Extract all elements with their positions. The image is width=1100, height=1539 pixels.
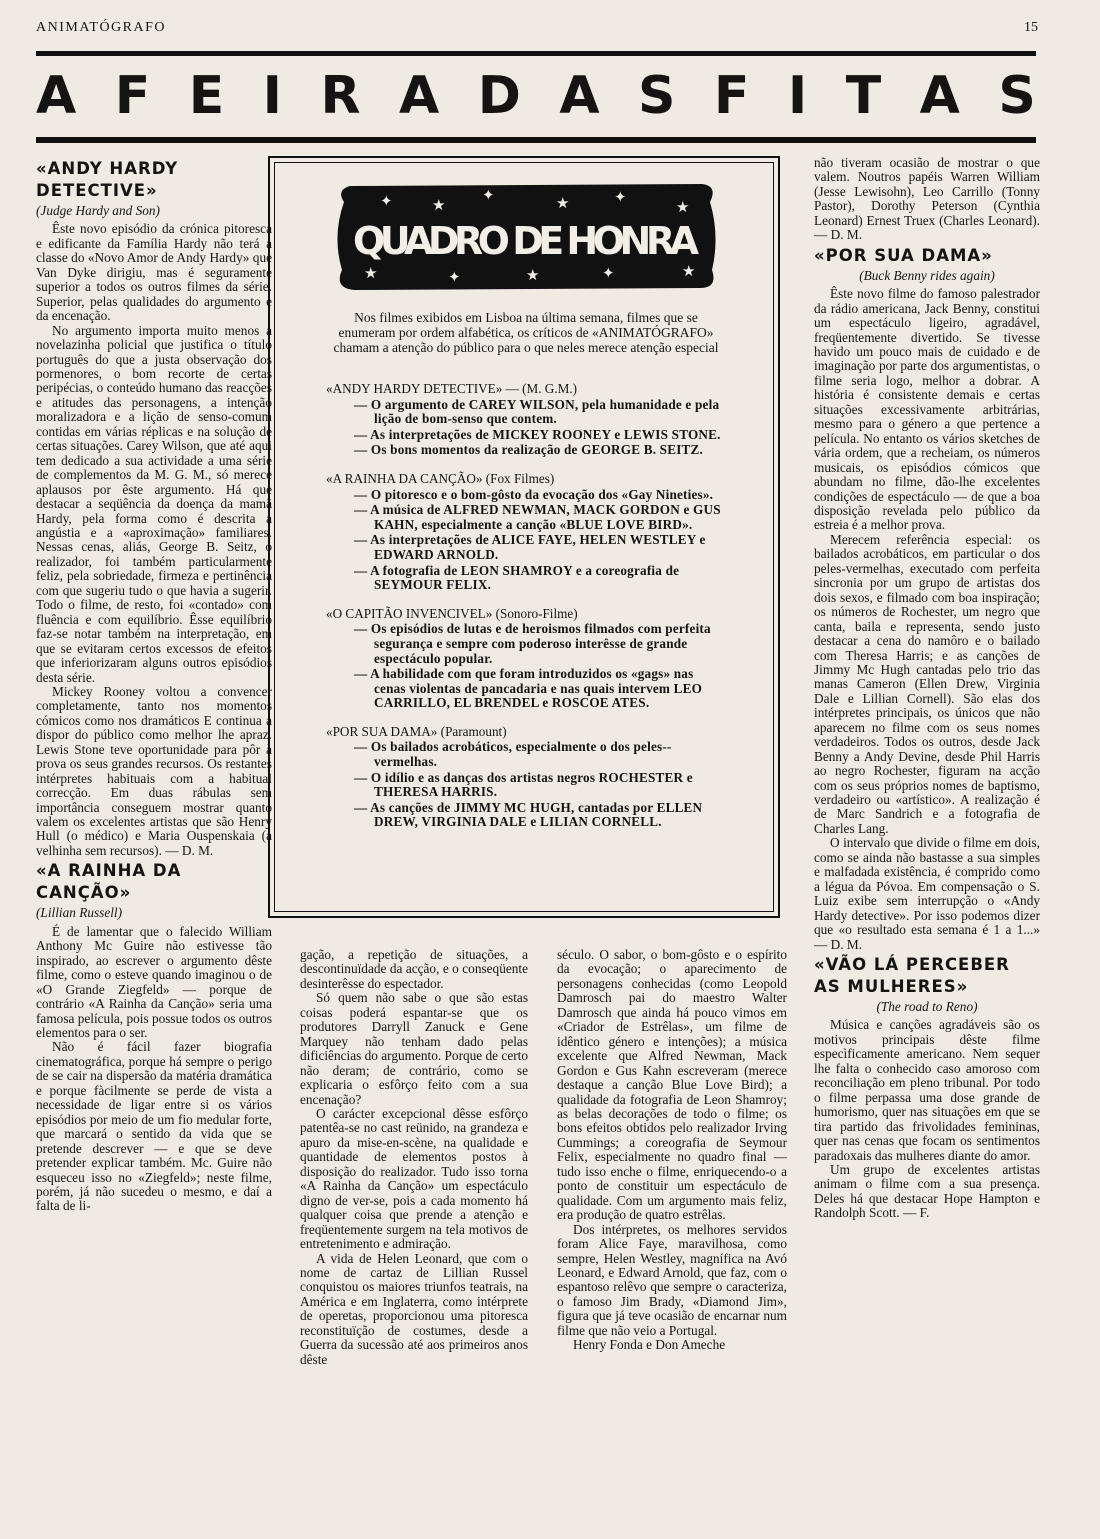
page-number: 15: [1024, 20, 1038, 35]
honor-entry-item: — As canções de JIMMY MC HUGH, cantadas por ELLEN DREW, VIRGINIA DALE e LILIAN CORNELL.: [354, 799, 703, 830]
svg-text:★: ★: [364, 264, 378, 282]
svg-text:★: ★: [682, 262, 696, 280]
paragraph: Só quem não sabe o que são estas coisas poderá espantar-se que os produtores Darryll Zanuck e Gene Marquey não tenham dado pelas dificiências do argumento. Porque de certo não deram; de contrário, como se explicaria o esfôrço feito com a sua encenação?: [300, 990, 528, 1107]
banner-letter: F: [114, 66, 151, 126]
svg-text:★: ★: [432, 196, 446, 214]
paragraph: Henry Fonda e Don Ameche: [573, 1337, 726, 1353]
banner-letter: I: [787, 66, 808, 126]
original-title: (Judge Hardy and Son): [36, 203, 160, 218]
honor-entry-item: — A música de ALFRED NEWMAN, MACK GORDON e GUS KAHN, especialmente a canção «BLUE LOVE BIRD».: [354, 502, 721, 532]
svg-text:✦: ✦: [448, 268, 461, 286]
honor-entry-item: — As interpretações de ALICE FAYE, HELEN WESTLEY e EDWARD ARNOLD.: [354, 532, 706, 562]
svg-text:✦: ✦: [602, 264, 615, 282]
paragraph: gação, a repetição de situações, a descontinuïdade da acção, e o conseqüente desinterêsse do espectador.: [300, 947, 528, 991]
paragraph: Mickey Rooney voltou a convencer completamente, tanto nos momentos cómicos como nos dramáticos E continua a dispor do público como melhor lhe apraz. Lewis Stone teve oportunidade para pôr à prova os seus grandes recursos. Os restantes intérpretes habituais com a habitual correcção. Em duas rábulas sem importância conseguem mostrar quanto valem os excelentes artistas que são Henry Hull (o médico) e Maria Ouspenskaia (a velhinha sem recursos). — D. M.: [36, 683, 272, 858]
review-heading: «A RAINHA DA CANÇÃO»: [36, 861, 182, 903]
banner-letter: D: [477, 66, 521, 126]
honor-title-plate: [330, 176, 722, 296]
paragraph: O carácter excepcional dêsse esfôrço patentêa-se no cast reünido, na grandeza e apuro da mise-en-scène, na qualidade e quantidade de elementos postos à disposição do realizador. Tudo isso torna «A Rainha da Canção» um espectáculo digno de ver-se, pois a cada momento há qualquer coisa que prende a atenção e freqüentemente surgem na tela motivos de entretenimento e admiração.: [300, 1105, 528, 1252]
column-3: [557, 948, 787, 1353]
column-2: [300, 948, 528, 1367]
paragraph: Dos intérpretes, os melhores servidos foram Alice Faye, maravilhosa, como sempre, Helen Westley, magnífica na Avó Leonard, e Edward Arnold, que faz, com o espantoso relêvo que sempre o caracteriza, o famoso Jim Brady, «Diamond Jim», figura que já teve ocasião de encarnar num filme que não veio a Portugal.: [557, 1221, 787, 1338]
running-header: [36, 20, 1038, 36]
svg-text:✦: ✦: [482, 186, 495, 204]
paragraph: século. O sabor, o bom-gôsto e o espírito da evocação; o aparecimento de personagens conhecidas (como Leopold Damrosch pai do maestro Walter Damrosch que ainda há pouco vimos em «Criador de Estrêlas», um filme de idêntico género e intenções); a música excelente que Alfred Newman, Mack Gordon e Gus Kahn escreveram (merece destaque a canção Blue Love Bird); a qualidade da fotografia de Leon Shamroy; as belas decorações de todo o filme; os bons efeitos obtidos pelo realizador Irving Cummings; a coreografia de Seymour Felix, especialmente no quadro final — tudo isso enche o filme, enriquecendo-o a ponto de constituir um espectáculo de qualidade. Com um argumento mais feliz, era produção de quatro estrêlas.: [557, 947, 787, 1223]
honor-title: QUADRO DE HONRA: [353, 219, 699, 263]
original-title: (Lillian Russell): [36, 905, 123, 921]
honor-entry-title: «ANDY HARDY DETECTIVE» — (M. G.M.): [326, 381, 578, 396]
honor-entry-title: «A RAINHA DA CANÇÃO» (Fox Filmes): [326, 470, 555, 486]
column-1: [36, 156, 272, 1214]
honor-entry: [326, 725, 726, 830]
honor-entry: [326, 472, 726, 593]
banner-rule: [36, 137, 1036, 143]
original-title: (Buck Benny rides again): [859, 267, 995, 283]
honor-entry-item: — O pitoresco e o bom-gôsto da evocação dos «Gay Nineties».: [354, 486, 714, 502]
honor-entry-title: «POR SUA DAMA» (Paramount): [326, 723, 507, 739]
banner-letter: A: [559, 66, 600, 126]
paragraph: No argumento importa muito menos a novelazinha policial que justifica o título português do que a justa observação dos pormenores, o bom recorte de certas peripécias, o conteúdo humano das reacções e atitudes das personagens, a intenção moralizadora e a lição de senso-comum contidas em várias réplicas e na solução de certas situações. Carey Wilson, que até aqui tem dedicado a sua actividade a uma série de complementos da M. G. M., só merece aplausos por êste argumento. Há que destacar a seqüência da doença da mamã Hardy, pela forma como é descrita a angústia e a «aproximação» familiares. Nessas cenas, aliás, George B. Seitz, o realizador, foi também particularmente feliz, pela sobriedade, firmeza e pertinência com que sugeriu tudo o que havia a sugerir. Todo o filme, de resto, foi «contado» com fluência e com equilíbrio. Êsse equilíbrio faz-se notar também na interpretação, em que se evitaram certos excessos de efeitos que inferiorizaram alguns outros episódios desta série.: [36, 322, 272, 685]
honor-entry-item: — Os episódios de lutas e de heroismos filmados com perfeita segurança e sempre com poderoso interêsse de grande espectáculo popular.: [354, 621, 711, 666]
banner-letter: T: [845, 66, 882, 126]
paragraph: não tiveram ocasião de mostrar o que valem. Noutros papéis Warren William (Jesse Lewisohn), Leo Carrillo (Tonny Pastor), Dorothy Peterson (Cynthia Leonard) Ernest Truex (Charles Leonard). — D. M.: [814, 155, 1040, 243]
review-heading: «ANDY HARDY DETECTIVE»: [36, 159, 179, 200]
review-heading: «VÃO LÁ PERCEBER AS MULHERES»: [814, 955, 1010, 997]
section-banner: [36, 58, 1036, 134]
paragraph: A vida de Helen Leonard, que com o nome de cartaz de Lillian Russel conquistou os maiores triunfos teatrais, na América e em Inglaterra, como intérprete de operetas, proporcionou uma pitoresca reconstituïção de costumes, desde a Guerra da sucessão até aos primeiros anos dêste: [300, 1250, 528, 1367]
banner-letter: A: [919, 66, 960, 126]
honor-box: [268, 156, 780, 918]
honor-entry-item: — A fotografia de LEON SHAMROY e a coreografia de SEYMOUR FELIX.: [354, 562, 680, 593]
svg-text:★: ★: [556, 194, 570, 212]
magazine-name: ANIMATÓGRAFO: [36, 20, 167, 35]
banner-letter: A: [398, 66, 440, 126]
honor-entry: [326, 607, 726, 711]
banner-letter: A: [36, 66, 77, 126]
svg-text:★: ★: [676, 198, 690, 216]
paragraph: Não é fácil fazer biografia cinematográfica, porque há sempre o perigo de se cair na dispersão da matéria dramática e porque fàcilmente se perde de vista a necessidade de ligar entre si os vários episódios por meio de um fio medular forte, que marcará o sentido da vida que se pretende descrever — e que se deve pretender explicar também. Mc. Guire não esqueceu isso no «Ziegfeld»; neste filme, porém, já não sucedeu o mesmo, e daí a falta de li-: [36, 1039, 272, 1214]
paragraph: Êste novo episódio da crónica pitoresca e edificante da Família Hardy não terá a classe do «Novo Amor de Andy Hardy» que Van Dyke dirigiu, mas é seguramente superior a todos os outros filmes da série. Superior, pelas qualidades do argumento e da encenação.: [36, 221, 272, 324]
honor-entry: [326, 382, 726, 458]
honor-entry-item: — Os bailados acrobáticos, especialmente o dos peles--vermelhas.: [354, 739, 672, 770]
honor-entry-item: — As interpretações de MICKEY ROONEY e LEWIS STONE.: [354, 426, 721, 442]
paragraph: Um grupo de excelentes artistas animam o filme com a sua presença. Deles há que destacar Hope Hampton e Randolph Scott. — F.: [814, 1162, 1040, 1221]
banner-letter: I: [262, 66, 283, 126]
honor-entry-item: — A habilidade com que foram introduzidos os «gags» nas cenas violentas de pancadaria e nas quais intervem LEO CARRILLO, EL BRENDEL e ROSCOE ATES.: [354, 666, 703, 711]
column-4: [814, 156, 1040, 1221]
banner-letter: R: [320, 66, 361, 126]
paragraph: Música e canções agradáveis são os motivos principais dêste filme especìficamente americano. Nem sequer lhe falta o conhecido caso amoroso com reconciliação em pleno tribunal. Por todo o filme perpassa uma dose grande de humorismo, quer nas situações em que se tira partido das frivolidades femininas, quer nas cenas que focam os sentimentos paradoxais das mulheres diante do amor.: [814, 1017, 1040, 1163]
svg-text:✦: ✦: [614, 188, 627, 206]
honor-entry-item: — Os bons momentos da realização de GEORGE B. SEITZ.: [354, 442, 704, 458]
banner-letter: S: [998, 66, 1036, 126]
original-title: (The road to Reno): [876, 999, 978, 1015]
paragraph: O intervalo que divide o filme em dois, como se ainda não bastasse a sua simples e malfadada existência, é comprido como a légua da Póvoa. Em compensação o S. Luiz exibe sem interrupção o «Andy Hardy detective». Por isso podemos dizer que «o resultado esta semana é 1 a 1...» — D. M.: [814, 835, 1040, 952]
banner-letter: S: [638, 66, 676, 126]
banner-letter: E: [188, 66, 225, 126]
svg-text:★: ★: [526, 266, 540, 284]
honor-entries: [326, 382, 726, 844]
honor-entry-item: — O idílio e as danças dos artistas negros ROCHESTER e THERESA HARRIS.: [354, 769, 693, 800]
paragraph: É de lamentar que o falecido William Anthony Mc Guire não estivesse tão inspirado, ao escrever o argumento dêste filme, como o esteve quando imaginou o de «O Grande Ziegfeld» — porque de contrário «A Rainha da Canção» seria uma famosa película, pois possue todos os outros elementos para o ser.: [36, 923, 272, 1041]
honor-entry-item: — O argumento de CAREY WILSON, pela humanidade e pela lição de bom-senso que contem.: [354, 396, 720, 427]
review-heading: «POR SUA DAMA»: [814, 245, 993, 265]
svg-text:✦: ✦: [380, 192, 393, 210]
paragraph: Merecem referência especial: os bailados acrobáticos, em particular o dos peles-vermelhas, executado com perfeita sincronia por um grupo de artistas dos dois sexos, e filmado com boa inspiração; os números de Rochester, um negro que canta, baila e representa, sendo justo destacar a cena do namôro e o bailado com Theresa Harris; e as canções de Jimmy Mc Hugh cantadas pelo trio das manas Cameron (Ellen Drew, Virginia Dale e Lillian Cornell). São elas dos intérpretes principais, os únicos que não aparecem no filme com os seus nomes verdadeiros. Todos os outros, desde Jack Benny a Andy Devine, desde Phil Harris ao negro Rochester, figuram na acção com os seus próprios nomes de baptismo, verdadeiro ou «artístico». A realização é de Marc Sandrich e a fotografia de Charles Lang.: [814, 531, 1040, 836]
honor-entry-title: «O CAPITÃO INVENCIVEL» (Sonoro-Filme): [326, 605, 578, 621]
top-rule: [36, 51, 1036, 56]
honor-intro: Nos filmes exibidos em Lisboa na última semana, filmes que se enumeram por ordem alfabética, os críticos de «ANIMATÓGRAFO» chamam a atenção do público para o que neles merece atenção especial: [333, 310, 719, 355]
banner-letter: F: [713, 66, 750, 126]
paragraph: Êste novo filme do famoso palestrador da rádio americana, Jack Benny, constitui um espectáculo ligeiro, agradável, freqüentemente divertido. Se tivesse havido um pouco mais de cuidado e de imaginação por parte dos argumentistas, o filme seria logo, melhor a dobrar. A história é consistente demais e certas situações excessivamente arbitrárias, mesmo para o género a que pertence a película. No entanto os vários sketches de vária ordem, que a recheiam, os números musicais, os episódios cómicos que abundam no filme, dão-lhe excelentes condições de espectáculo — de que a boa disposição revelada pelo público da estreia é a melhor prova.: [814, 286, 1040, 533]
